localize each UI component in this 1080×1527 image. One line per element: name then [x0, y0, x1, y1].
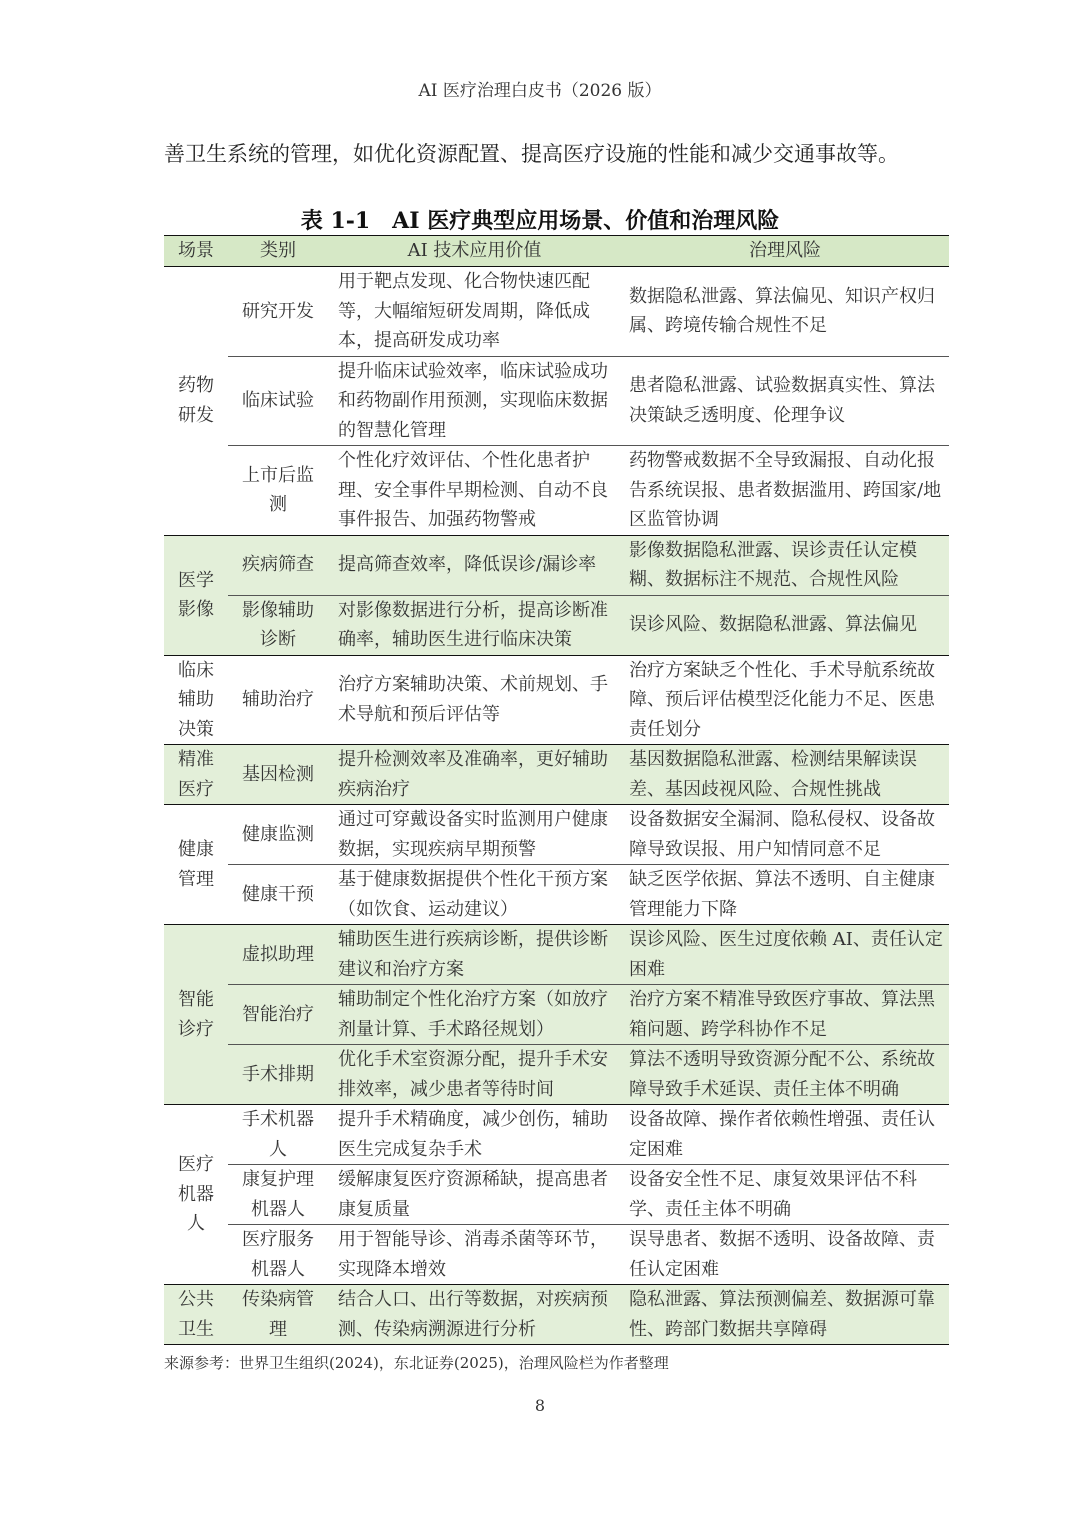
table-header-row — [164, 236, 949, 267]
category-cell: 疾病筛查 — [228, 535, 328, 595]
category-cell: 上市后监测 — [228, 446, 328, 536]
category-cell: 手术排期 — [228, 1045, 328, 1105]
ai-value-cell: 个性化疗效评估、个性化患者护理、安全事件早期检测、自动不良事件报告、加强药物警戒 — [328, 446, 621, 536]
category-cell: 基因检测 — [228, 745, 328, 805]
ai-value-cell: 结合人口、出行等数据，对疾病预测、传染病溯源进行分析 — [328, 1285, 621, 1345]
page-header: AI 医疗治理白皮书（2026 版） — [418, 81, 662, 101]
ai-value-cell: 提升手术精确度，减少创伤，辅助医生完成复杂手术 — [328, 1105, 621, 1165]
category-cell: 临床试验 — [228, 356, 328, 446]
ai-value-cell: 提高筛查效率，降低误诊/漏诊率 — [328, 535, 621, 595]
header-risk: 治理风险 — [621, 236, 949, 267]
category-cell: 手术机器人 — [228, 1105, 328, 1165]
category-cell: 影像辅助诊断 — [228, 595, 328, 655]
table-row — [164, 1045, 949, 1105]
risk-cell: 误诊风险、医生过度依赖 AI、责任认定困难 — [621, 925, 949, 985]
risk-cell: 治疗方案缺乏个性化、手术导航系统故障、预后评估模型泛化能力不足、医患责任划分 — [621, 655, 949, 745]
category-cell: 健康干预 — [228, 865, 328, 925]
header-category: 类别 — [228, 236, 328, 267]
table-row — [164, 655, 949, 745]
ai-value-cell: 优化手术室资源分配，提升手术安排效率，减少患者等待时间 — [328, 1045, 621, 1105]
page-number: 8 — [534, 1396, 546, 1415]
ai-value-cell: 用于靶点发现、化合物快速匹配等，大幅缩短研发周期，降低成本，提高研发成功率 — [328, 267, 621, 357]
risk-cell: 治疗方案不精准导致医疗事故、算法黑箱问题、跨学科协作不足 — [621, 985, 949, 1045]
category-cell: 康复护理机器人 — [228, 1165, 328, 1225]
ai-value-cell: 提升临床试验效率，临床试验成功和药物副作用预测，实现临床数据的智慧化管理 — [328, 356, 621, 446]
ai-value-cell: 辅助医生进行疾病诊断，提供诊断建议和治疗方案 — [328, 925, 621, 985]
table-row — [164, 1105, 949, 1165]
scene-cell: 公共 卫生 — [164, 1285, 228, 1345]
ai-value-cell: 提升检测效率及准确率，更好辅助疾病治疗 — [328, 745, 621, 805]
table-row — [164, 865, 949, 925]
risk-cell: 隐私泄露、算法预测偏差、数据源可靠性、跨部门数据共享障碍 — [621, 1285, 949, 1345]
risk-cell: 设备安全性不足、康复效果评估不科学、责任主体不明确 — [621, 1165, 949, 1225]
ai-value-cell: 基于健康数据提供个性化干预方案（如饮食、运动建议） — [328, 865, 621, 925]
scene-cell: 精准 医疗 — [164, 745, 228, 805]
intro-paragraph: 善卫生系统的管理，如优化资源配置、提高医疗设施的性能和减少交通事故等。 — [164, 142, 899, 166]
ai-value-cell: 辅助制定个性化治疗方案（如放疗剂量计算、手术路径规划） — [328, 985, 621, 1045]
table-row — [164, 595, 949, 655]
category-cell: 研究开发 — [228, 267, 328, 357]
risk-cell: 缺乏医学依据、算法不透明、自主健康管理能力下降 — [621, 865, 949, 925]
scene-cell: 智能 诊疗 — [164, 925, 228, 1105]
ai-value-cell: 对影像数据进行分析，提高诊断准确率，辅助医生进行临床决策 — [328, 595, 621, 655]
risk-cell: 误诊风险、数据隐私泄露、算法偏见 — [621, 595, 949, 655]
scene-cell: 药物 研发 — [164, 267, 228, 536]
category-cell: 辅助治疗 — [228, 655, 328, 745]
risk-cell: 基因数据隐私泄露、检测结果解读误差、基因歧视风险、合规性挑战 — [621, 745, 949, 805]
risk-cell: 数据隐私泄露、算法偏见、知识产权归属、跨境传输合规性不足 — [621, 267, 949, 357]
ai-value-cell: 缓解康复医疗资源稀缺，提高患者康复质量 — [328, 1165, 621, 1225]
risk-cell: 算法不透明导致资源分配不公、系统故障导致手术延误、责任主体不明确 — [621, 1045, 949, 1105]
scene-cell: 临床 辅助 决策 — [164, 655, 228, 745]
category-cell: 健康监测 — [228, 805, 328, 865]
header-ai-value: AI 技术应用价值 — [328, 236, 621, 267]
category-cell: 虚拟助理 — [228, 925, 328, 985]
table-row — [164, 446, 949, 536]
scene-cell: 医学 影像 — [164, 535, 228, 655]
scene-cell: 医疗 机器 人 — [164, 1105, 228, 1285]
ai-value-cell: 治疗方案辅助决策、术前规划、手术导航和预后评估等 — [328, 655, 621, 745]
table-row — [164, 356, 949, 446]
category-cell: 智能治疗 — [228, 985, 328, 1045]
scene-cell: 健康 管理 — [164, 805, 228, 925]
risk-cell: 误导患者、数据不透明、设备故障、责任认定困难 — [621, 1225, 949, 1285]
source-note: 来源参考：世界卫生组织(2024)，东北证券(2025)，治理风险栏为作者整理 — [164, 1354, 669, 1372]
category-cell: 医疗服务机器人 — [228, 1225, 328, 1285]
table-row — [164, 1165, 949, 1225]
table-row — [164, 267, 949, 357]
table-row — [164, 805, 949, 865]
table-row — [164, 745, 949, 805]
risk-cell: 设备故障、操作者依赖性增强、责任认定困难 — [621, 1105, 949, 1165]
risk-cell: 影像数据隐私泄露、误诊责任认定模糊、数据标注不规范、合规性风险 — [621, 535, 949, 595]
ai-value-cell: 用于智能导诊、消毒杀菌等环节，实现降本增效 — [328, 1225, 621, 1285]
table-row — [164, 985, 949, 1045]
table-row — [164, 1285, 949, 1345]
table-row — [164, 1225, 949, 1285]
risk-cell: 患者隐私泄露、试验数据真实性、算法决策缺乏透明度、伦理争议 — [621, 356, 949, 446]
applications-table — [164, 235, 949, 1345]
table-row — [164, 925, 949, 985]
table-caption: 表 1-1 AI 医疗典型应用场景、价值和治理风险 — [300, 208, 780, 234]
ai-value-cell: 通过可穿戴设备实时监测用户健康数据，实现疾病早期预警 — [328, 805, 621, 865]
table-row — [164, 535, 949, 595]
header-scene: 场景 — [164, 236, 228, 267]
risk-cell: 设备数据安全漏洞、隐私侵权、设备故障导致误报、用户知情同意不足 — [621, 805, 949, 865]
risk-cell: 药物警戒数据不全导致漏报、自动化报告系统误报、患者数据滥用、跨国家/地区监管协调 — [621, 446, 949, 536]
category-cell: 传染病管理 — [228, 1285, 328, 1345]
table-body — [164, 267, 949, 1345]
